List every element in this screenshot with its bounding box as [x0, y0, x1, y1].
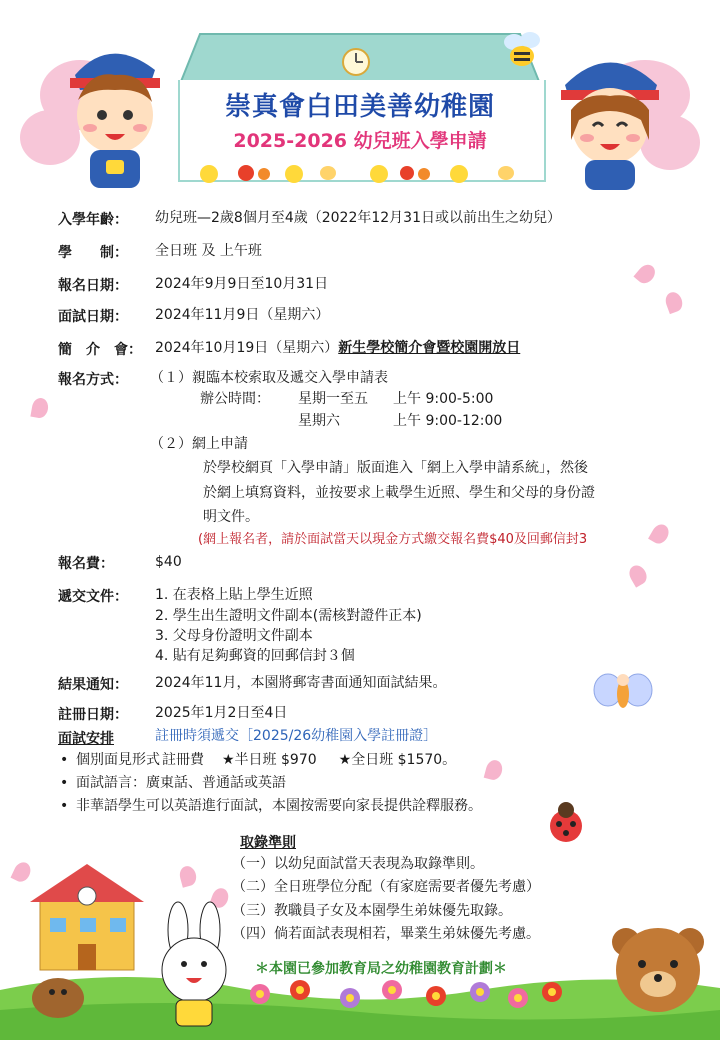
online-instructions-line-2: 於網上填寫資料，並按要求上載學生近照、學生和父母的身份證	[203, 485, 595, 501]
apply-date-value: 2024年9月9日至10月31日	[155, 276, 329, 292]
document-item: 1. 在表格上貼上學生近照	[155, 587, 313, 603]
flower-icon	[418, 168, 430, 180]
register-date-label: 註冊日期：	[58, 707, 128, 723]
online-instructions-line-1: 於學校網頁「入學申請」版面進入「網上入學申請系統」，然後	[203, 460, 588, 476]
briefing-event: 新生學校簡介會暨校園開放日	[338, 340, 521, 356]
method-item-2: （２）網上申請	[150, 436, 248, 452]
footer-scene	[0, 860, 720, 1040]
flower-icon	[400, 166, 414, 180]
interview-date-label: 面試日期：	[58, 309, 128, 325]
admission-item: （四）倘若面試表現相若，畢業生弟妹優先考慮。	[232, 926, 540, 942]
system-label: 學 制：	[58, 245, 128, 261]
system-value: 全日班 及 上午班	[155, 243, 262, 259]
footer-note: ＊本園已參加教育局之幼稚園教育計劃＊	[255, 961, 507, 977]
chick-icon	[450, 165, 468, 183]
apply-date-label: 報名日期：	[58, 278, 128, 294]
boy-character-icon	[50, 30, 180, 190]
briefing-label: 簡 介 會：	[58, 342, 142, 358]
office-hours-label: 辦公時間：	[200, 391, 270, 407]
fee-value: $40	[155, 554, 182, 570]
method-item-1: （１）親臨本校索取及遞交入學申請表	[150, 370, 388, 386]
chick-icon	[200, 165, 218, 183]
documents-label: 遞交文件：	[58, 589, 128, 605]
ladybug-icon	[544, 800, 588, 844]
fee-label: 報名費：	[58, 556, 114, 572]
online-instructions-line-3: 明文件。	[203, 509, 259, 525]
flower-icon	[238, 165, 254, 181]
age-label: 入學年齡：	[58, 212, 128, 228]
result-label: 結果通知：	[58, 677, 128, 693]
briefing-value	[155, 339, 520, 357]
bee-icon	[500, 30, 544, 70]
document-item: 2. 學生出生證明文件副本(需核對證件正本)	[155, 608, 422, 624]
interview-bullet-language: • 面試語言：廣東話、普通話或英語	[76, 774, 286, 792]
petal-icon	[30, 397, 49, 419]
document-item: 4. 貼有足夠郵資的回郵信封３個	[155, 648, 355, 664]
header-banner	[0, 0, 720, 200]
petal-icon	[633, 261, 658, 287]
register-date-value: 2025年1月2日至4日	[155, 705, 288, 721]
office-saturday-time: 上午 9:00-12:00	[393, 413, 503, 429]
flower-icon	[258, 168, 270, 180]
petal-icon	[484, 758, 505, 781]
admission-title: 取錄準則	[240, 835, 296, 851]
office-weekday-time: 上午 9:00-5:00	[393, 391, 494, 407]
interview-arrangement-label: 面試安排	[58, 731, 114, 747]
age-value: 幼兒班—2歲8個月至4歲（2022年12月31日或以前出生之幼兒）	[155, 210, 561, 226]
petal-icon	[626, 562, 650, 587]
school-name: 崇真會白田美善幼稚園	[224, 92, 495, 122]
interview-date-value: 2024年11月9日（星期六）	[155, 307, 330, 323]
chick-icon	[285, 165, 303, 183]
result-value: 2024年11月，本園將郵寄書面通知面試結果。	[155, 675, 447, 691]
chick-icon	[370, 165, 388, 183]
butterfly-icon	[320, 166, 336, 180]
admission-item: （三）教職員子女及本園學生弟妹優先取錄。	[232, 903, 512, 919]
half-day-fee: ★半日班 $970	[222, 752, 317, 768]
office-saturday: 星期六	[298, 413, 340, 429]
admission-item: （二）全日班學位分配（有家庭需要者優先考慮）	[232, 879, 540, 895]
online-fee-note: (網上報名者，請於面試當天以現金方式繳交報名費$40及回郵信封3	[198, 532, 588, 547]
admission-item: （一）以幼兒面試當天表現為取錄準則。	[232, 856, 484, 872]
petal-icon	[648, 521, 672, 546]
application-subtitle: 2025-2026 幼兒班入學申請	[233, 130, 487, 152]
butterfly-icon	[592, 670, 654, 716]
office-weekday: 星期一至五	[298, 391, 368, 407]
registration-fee-label: 註冊費	[162, 752, 204, 768]
registration-certificate-note: 註冊時須遞交［2025/26幼稚園入學註冊證］	[155, 728, 438, 744]
briefing-date: 2024年10月19日（星期六）	[155, 340, 339, 356]
full-day-fee: ★全日班 $1570。	[338, 752, 457, 768]
interview-bullet-non-chinese: • 非華語學生可以英語進行面試，本園按需要向家長提供詮釋服務。	[76, 797, 482, 815]
petal-icon	[663, 290, 685, 314]
interview-bullet-format	[76, 751, 456, 769]
method-label: 報名方式：	[58, 372, 128, 388]
butterfly-icon	[498, 166, 514, 180]
document-item: 3. 父母身份證明文件副本	[155, 628, 313, 644]
interview-format: 個別面見形式	[76, 752, 160, 768]
girl-character-icon	[545, 40, 675, 190]
